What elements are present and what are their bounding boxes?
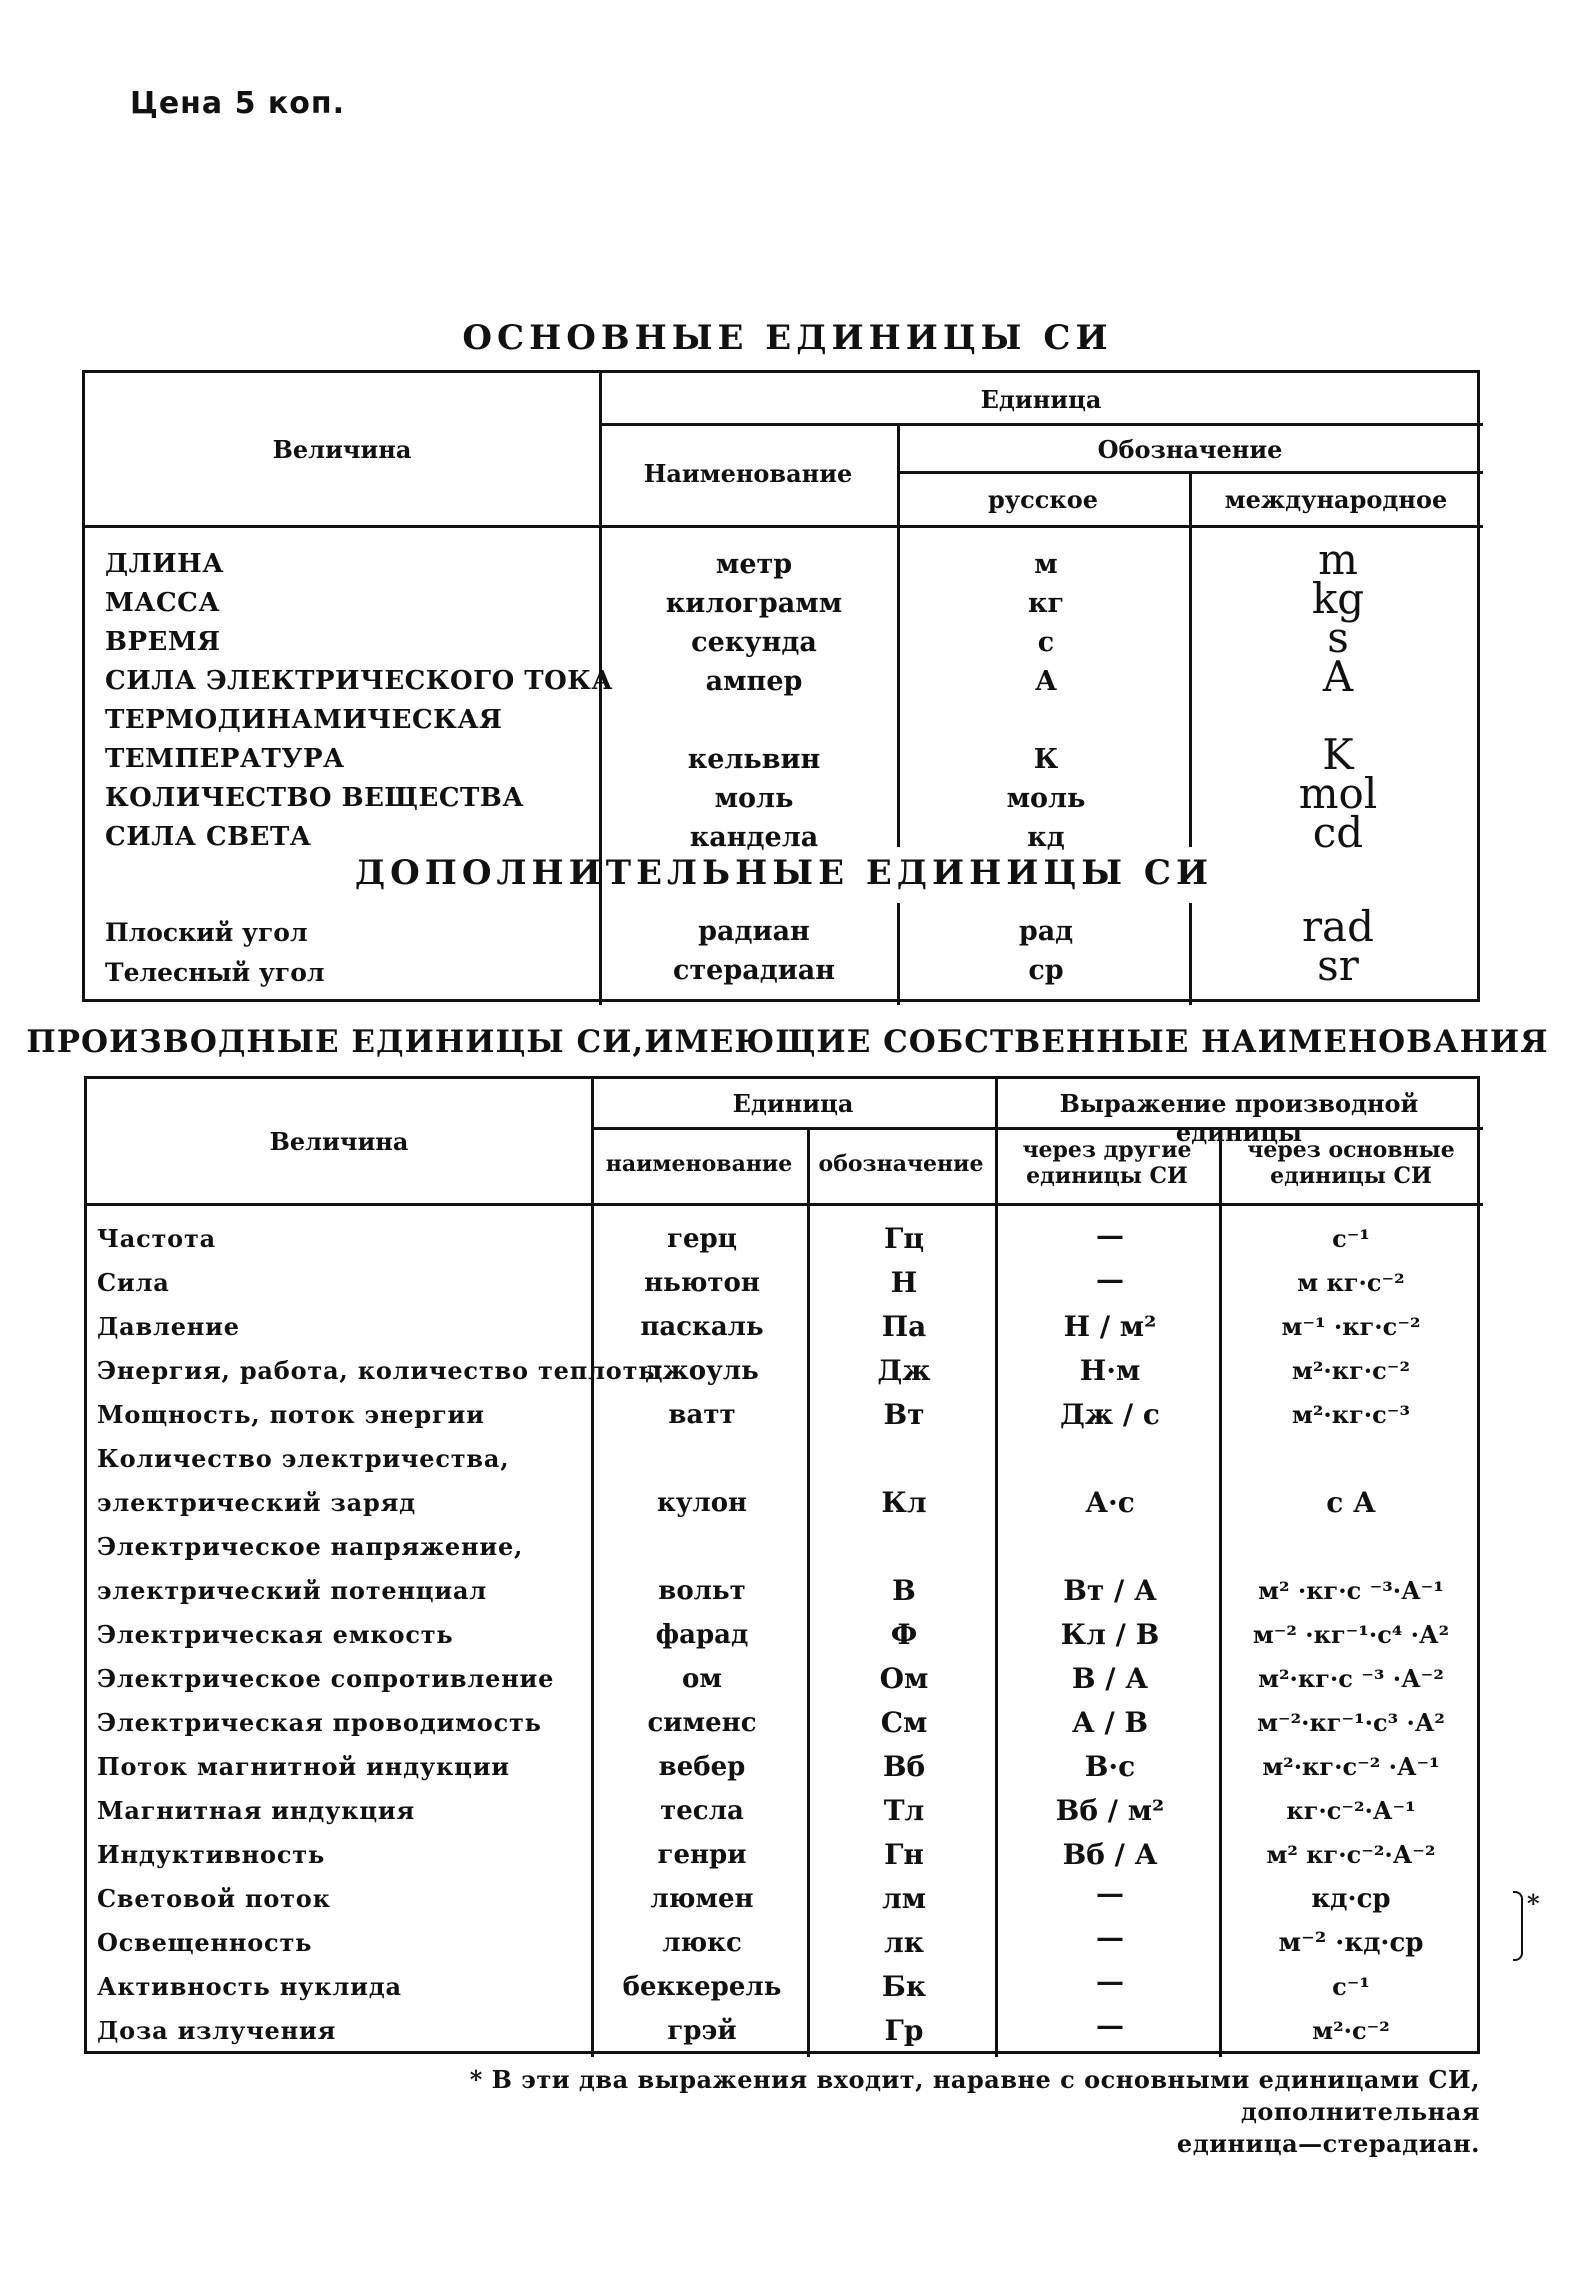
quantity-cell: СИЛА ЭЛЕКТРИЧЕСКОГО ТОКА	[105, 666, 614, 696]
unit-name-cell: радиан	[698, 916, 810, 947]
quantity-cell: Сила	[97, 1268, 170, 1297]
derived-units-title: ПРОИЗВОДНЫЕ ЕДИНИЦЫ СИ,ИМЕЮЩИЕ СОБСТВЕННЫЕ НАИМЕНОВАНИЯ	[26, 1024, 1549, 1060]
unit-symbol-cell: Гр	[884, 2014, 924, 2047]
quantity-cell: Электрическое напряжение,	[97, 1532, 524, 1561]
russian-symbol-cell: ср	[1028, 955, 1064, 986]
unit-symbol-cell: Ом	[879, 1662, 929, 1695]
base-units-title: ОСНОВНЫЕ ЕДИНИЦЫ СИ	[462, 318, 1113, 358]
unit-name-cell: ватт	[668, 1400, 736, 1430]
russian-symbol-cell: с	[1037, 627, 1055, 658]
via-other-cell: —	[1096, 1219, 1124, 1252]
via-base-cell: с⁻¹	[1332, 1972, 1370, 2001]
russian-symbol-cell: моль	[1006, 783, 1086, 814]
via-other-cell: —	[1096, 1965, 1124, 1998]
unit-name-cell: вебер	[658, 1752, 746, 1782]
unit-name-cell: ньютон	[644, 1268, 760, 1298]
unit-symbol-cell: Ф	[890, 1618, 918, 1651]
header-unit: Единица	[732, 1089, 854, 1118]
quantity-cell: ДЛИНА	[105, 549, 224, 579]
international-symbol-cell: rad	[1301, 902, 1374, 951]
header-russian: русское	[988, 485, 1098, 514]
header-expression: Выражение производной единицы	[1059, 1089, 1419, 1147]
via-base-cell: м кг·с⁻²	[1297, 1268, 1405, 1297]
footnote-line-2: единица—стерадиан.	[1176, 2129, 1480, 2158]
table-divider	[85, 525, 1483, 528]
unit-symbol-cell: Гц	[883, 1222, 925, 1255]
unit-symbol-cell: Вб	[882, 1750, 926, 1783]
via-base-cell: м² ·кг·с ⁻³·А⁻¹	[1258, 1576, 1444, 1605]
unit-symbol-cell: Па	[881, 1310, 927, 1343]
international-symbol-cell: K	[1322, 730, 1354, 779]
quantity-cell: ВРЕМЯ	[105, 627, 221, 657]
table-divider	[897, 471, 1483, 474]
unit-name-cell: метр	[715, 549, 793, 580]
quantity-cell: электрический потенциал	[97, 1576, 488, 1605]
unit-name-cell: килограмм	[665, 588, 843, 619]
quantity-cell: Телесный угол	[105, 958, 325, 987]
via-other-cell: —	[1096, 1877, 1124, 1910]
international-symbol-cell: mol	[1298, 769, 1378, 818]
quantity-cell: Электрическое сопротивление	[97, 1664, 555, 1693]
via-other-cell: Вт / А	[1063, 1574, 1157, 1607]
russian-symbol-cell: А	[1035, 666, 1057, 697]
header-quantity: Величина	[272, 435, 412, 464]
unit-name-cell: вольт	[658, 1576, 746, 1606]
quantity-cell: Освещенность	[97, 1928, 313, 1957]
unit-symbol-cell: Вт	[883, 1398, 925, 1431]
header-via-base-line1: через основные	[1247, 1137, 1455, 1163]
header-name: наименование	[605, 1151, 793, 1177]
via-base-cell: м⁻² ·кд·ср	[1278, 1928, 1424, 1958]
quantity-cell: Электрическая емкость	[97, 1620, 454, 1649]
unit-symbol-cell: Дж	[877, 1354, 931, 1387]
unit-name-cell: тесла	[660, 1796, 744, 1826]
footnote-line-1: * В эти два выражения входит, наравне с основными единицами СИ, дополнительная	[469, 2065, 1480, 2126]
unit-name-cell: сименс	[647, 1708, 757, 1738]
international-symbol-cell: kg	[1311, 574, 1365, 623]
quantity-cell: Частота	[97, 1224, 216, 1253]
table-divider	[87, 1203, 1483, 1206]
russian-symbol-cell: рад	[1018, 916, 1074, 947]
via-other-cell: Вб / А	[1062, 1838, 1158, 1871]
via-other-cell: А·с	[1085, 1486, 1135, 1519]
header-via-base-line2: единицы СИ	[1270, 1163, 1432, 1189]
via-other-cell: Вб / м²	[1055, 1794, 1165, 1827]
unit-name-cell: моль	[714, 783, 794, 814]
unit-name-cell: люмен	[650, 1884, 754, 1914]
header-quantity: Величина	[269, 1127, 409, 1156]
unit-symbol-cell: Гн	[884, 1838, 924, 1871]
unit-name-cell: фарад	[655, 1620, 749, 1650]
via-base-cell: кг·с⁻²·А⁻¹	[1286, 1796, 1416, 1825]
via-other-cell: Дж / с	[1060, 1398, 1160, 1431]
quantity-cell: Количество электричества,	[97, 1444, 510, 1473]
via-base-cell: м² кг·с⁻²·А⁻²	[1266, 1840, 1436, 1869]
header-unit: Единица	[980, 385, 1102, 414]
quantity-cell: Магнитная индукция	[97, 1796, 415, 1825]
price-label: Цена 5 коп.	[130, 86, 346, 121]
russian-symbol-cell: кд	[1027, 822, 1065, 853]
via-base-cell: м⁻¹ ·кг·с⁻²	[1281, 1312, 1421, 1341]
unit-name-cell: секунда	[691, 627, 817, 658]
via-other-cell: —	[1096, 1921, 1124, 1954]
quantity-cell: ТЕМПЕРАТУРА	[105, 744, 345, 774]
unit-name-cell: стерадиан	[673, 955, 835, 986]
unit-name-cell: люкс	[662, 1928, 742, 1958]
unit-name-cell: герц	[667, 1224, 737, 1254]
unit-symbol-cell: Бк	[881, 1970, 927, 2003]
quantity-cell: Давление	[97, 1312, 240, 1341]
unit-name-cell: ом	[682, 1664, 722, 1694]
base-units-table	[82, 370, 1480, 1002]
quantity-cell: Световой поток	[97, 1884, 331, 1913]
unit-name-cell: беккерель	[622, 1972, 782, 2002]
unit-symbol-cell: В	[892, 1574, 916, 1607]
unit-name-cell: кандела	[689, 822, 819, 853]
header-international: международное	[1224, 485, 1448, 514]
derived-units-table	[84, 1076, 1540, 2054]
unit-name-cell: генри	[657, 1840, 747, 1870]
unit-symbol-cell: См	[880, 1706, 928, 1739]
unit-name-cell: кулон	[656, 1488, 748, 1518]
international-symbol-cell: A	[1322, 652, 1354, 701]
unit-symbol-cell: Тл	[883, 1794, 925, 1827]
quantity-cell: Энергия, работа, количество теплоты	[97, 1356, 664, 1385]
header-via-other	[995, 1137, 1219, 1189]
quantity-cell: Электрическая проводимость	[97, 1708, 542, 1737]
header-designation: обозначение	[818, 1151, 984, 1177]
via-other-cell: В·с	[1084, 1750, 1136, 1783]
via-base-cell: с А	[1326, 1486, 1376, 1519]
via-other-cell: —	[1096, 2009, 1124, 2042]
quantity-cell: КОЛИЧЕСТВО ВЕЩЕСТВА	[105, 783, 525, 813]
header-name: Наименование	[643, 459, 853, 488]
unit-name-cell: паскаль	[640, 1312, 764, 1342]
header-designation: Обозначение	[1097, 435, 1283, 464]
via-base-cell: м⁻² ·кг⁻¹·с⁴ ·А²	[1252, 1620, 1450, 1649]
quantity-cell: СИЛА СВЕТА	[105, 822, 312, 852]
via-base-cell: м²·с⁻²	[1312, 2016, 1390, 2045]
table-divider	[599, 423, 1483, 426]
russian-symbol-cell: кг	[1027, 588, 1065, 619]
unit-name-cell: джоуль	[645, 1356, 759, 1386]
quantity-cell: Доза излучения	[97, 2016, 337, 2045]
footnote	[250, 2064, 1480, 2160]
unit-name-cell: грэй	[667, 2016, 737, 2046]
quantity-cell: Поток магнитной индукции	[97, 1752, 510, 1781]
quantity-cell: Плоский угол	[105, 918, 308, 947]
unit-symbol-cell: Кл	[881, 1486, 927, 1519]
via-base-cell: м⁻²·кг⁻¹·с³ ·А²	[1257, 1708, 1445, 1737]
unit-symbol-cell: лк	[884, 1926, 924, 1959]
additional-units-title: ДОПОЛНИТЕЛЬНЫЕ ЕДИНИЦЫ СИ	[354, 853, 1214, 893]
international-symbol-cell: cd	[1312, 808, 1364, 857]
quantity-cell: Индуктивность	[97, 1840, 326, 1869]
russian-symbol-cell: К	[1033, 744, 1059, 775]
footnote-mark: *	[1527, 1889, 1540, 1918]
unit-name-cell: ампер	[705, 666, 803, 697]
quantity-cell: МАССА	[105, 588, 221, 618]
via-other-cell: В / А	[1071, 1662, 1149, 1695]
via-other-cell: Н·м	[1079, 1354, 1141, 1387]
via-base-cell: м²·кг·с⁻²	[1292, 1356, 1410, 1385]
unit-symbol-cell: лм	[881, 1882, 927, 1915]
via-other-cell: Н / м²	[1063, 1310, 1157, 1343]
quantity-cell: ТЕРМОДИНАМИЧЕСКАЯ	[105, 705, 503, 735]
via-base-cell: м²·кг·с⁻² ·А⁻¹	[1262, 1752, 1440, 1781]
header-via-other-line2: единицы СИ	[1026, 1163, 1188, 1189]
quantity-cell: электрический заряд	[97, 1488, 416, 1517]
unit-name-cell: кельвин	[687, 744, 821, 775]
header-via-base	[1219, 1137, 1483, 1189]
international-symbol-cell: sr	[1317, 941, 1359, 990]
via-other-cell: Кл / В	[1060, 1618, 1160, 1651]
table-divider	[591, 1079, 594, 2057]
quantity-cell: Активность нуклида	[97, 1972, 402, 2001]
international-symbol-cell: s	[1327, 613, 1349, 662]
via-base-cell: м²·кг·с⁻³	[1292, 1400, 1410, 1429]
international-symbol-cell: m	[1318, 535, 1358, 584]
footnote-brace	[1513, 1891, 1523, 1961]
via-base-cell: с⁻¹	[1332, 1224, 1370, 1253]
via-base-cell: кд·ср	[1311, 1884, 1391, 1914]
via-base-cell: м²·кг·с ⁻³ ·А⁻²	[1258, 1664, 1444, 1693]
russian-symbol-cell: м	[1034, 549, 1058, 580]
header-via-other-line1: через другие	[1022, 1137, 1192, 1163]
via-other-cell: А / В	[1071, 1706, 1149, 1739]
unit-symbol-cell: Н	[890, 1266, 918, 1299]
quantity-cell: Мощность, поток энергии	[97, 1400, 485, 1429]
via-other-cell: —	[1096, 1263, 1124, 1296]
